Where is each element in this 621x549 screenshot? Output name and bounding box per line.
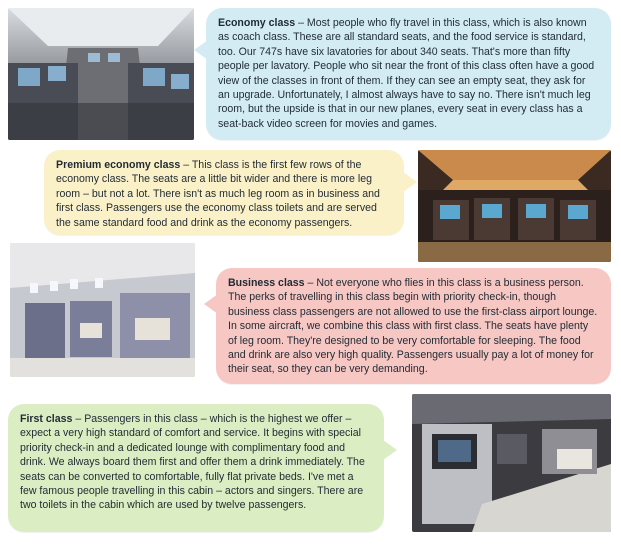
economy-class-box — [206, 8, 611, 140]
economy-cabin-photo — [8, 8, 194, 140]
first-bubble-tail — [383, 440, 397, 460]
business-class-box — [216, 268, 611, 384]
premium-economy-text: – This class is the first few rows of the economy class. The seats are a little bit wider and there is more leg room – but not a lot. There isn't as much leg room as in business and first class. Passengers use the economy class toilets and are served the same standard food and drink as the economy passengers. — [56, 159, 380, 229]
business-class-title: Business class — [228, 277, 305, 289]
first-class-box — [8, 404, 384, 532]
economy-class-title: Economy class — [218, 17, 296, 29]
premium-economy-box — [44, 150, 404, 235]
premium-economy-title: Premium economy class — [56, 159, 181, 171]
premium-economy-cabin-photo — [418, 150, 611, 262]
premium-bubble-tail — [403, 172, 417, 192]
first-class-cabin-photo — [412, 394, 611, 532]
first-class-text: – Passengers in this class – which is the highest we offer – expect a very high standard of comfort and service. It begins with special priority check-in and a dedicated lounge with complimentary food and drink. We always board them first and offer them a drink immediately. The seats can be converted to comfortable, fully flat private beds. I've met a few famous people travelling in this cabin – actors and singers. There are two toilets in the cabin which are used by twelve passengers. — [20, 413, 365, 512]
business-class-text: – Not everyone who flies in this class is a business person. The perks of travelling in this class begin with priority check-in, though business class passengers are not allowed to use the first-class airport lounge. In some aircraft, we combine this class with first class. The seats have plenty of leg room. They're designed to be very comfortable for sleeping. The food and drink are also very high quality. Passengers usually pay a lot of money for their seat, so they can be very demanding. — [228, 277, 598, 376]
economy-class-text: – Most people who fly travel in this class, which is also known as coach class. These are all standard seats, and the food service is standard, too. Our 747s have six lavatories for about 340 seats. That's more than fifty people per lavatory. People who sit near the front of this class often have a good view of the classes in front of them. If they can see an empty seat, they ask for an upgrade. Unfortunately, I almost always have to say no. There isn't much leg room, but the upside is that in our new planes, every seat in every class has a seat-back video screen for movies and games. — [218, 17, 595, 130]
business-cabin-photo — [10, 243, 195, 377]
first-class-title: First class — [20, 413, 73, 425]
